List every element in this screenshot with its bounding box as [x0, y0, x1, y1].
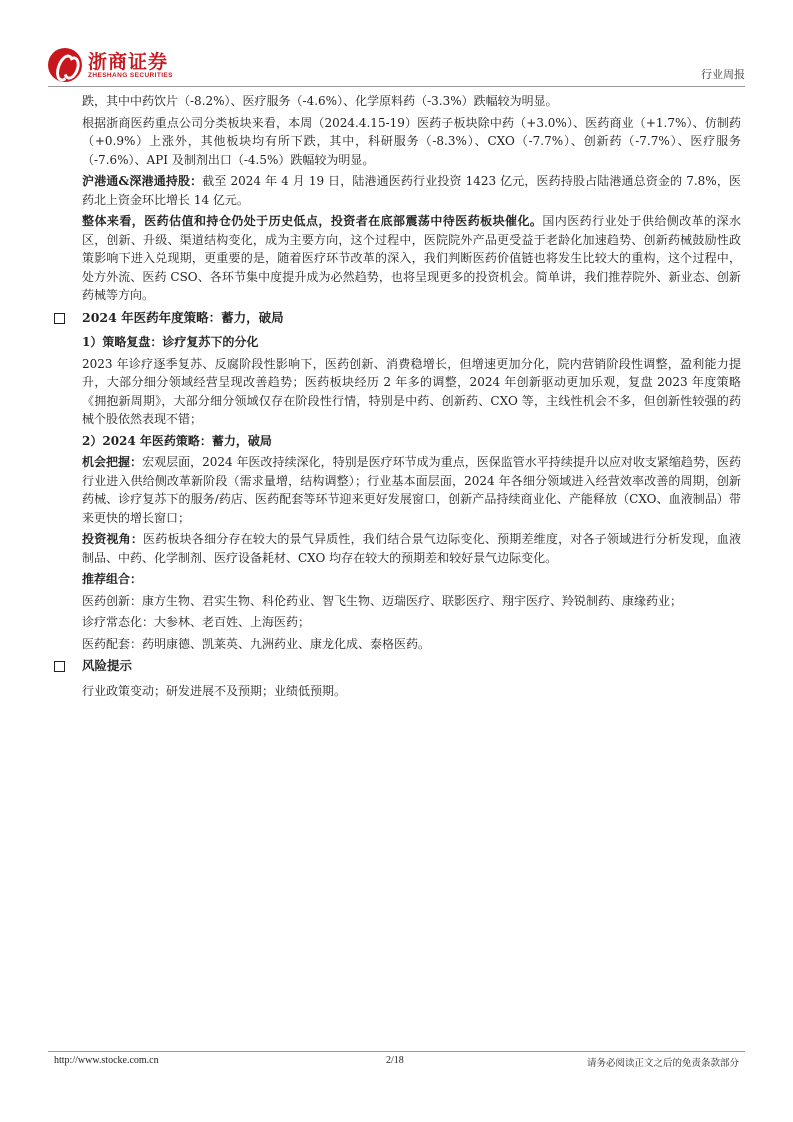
paragraph: [82, 172, 741, 209]
section-title: 2024 年医药年度策略：蓄力，破局: [82, 309, 284, 325]
section-heading: [54, 657, 741, 676]
footer-divider: [48, 1051, 745, 1052]
page-header: [48, 44, 745, 88]
paragraph: [82, 212, 741, 305]
recommend-list: 医药配套：药明康德、凯莱英、九洲药业、康龙化成、泰格医药。: [82, 636, 431, 651]
header-divider: [48, 86, 745, 87]
paragraph: [82, 453, 741, 527]
paragraph: [82, 530, 741, 567]
section-heading: [54, 309, 741, 328]
subsection-title: 2）2024 年医药策略：蓄力，破局: [82, 433, 272, 448]
logo-name-en: ZHESHANG SECURITIES: [88, 71, 173, 79]
paragraph-text: 国内医药行业处于供给侧改革的深水区，创新、升级、渠道结构变化，成为主要方向，这个过程中，医院院外产品更受益于老龄化加速趋势、创新药械鼓励性政策影响下进入兑现期，更重要的是，随着医疗环节改革的深入，我们判断医药价值链也将发生比较大的重构，这个过程中，处方外流、医药 CSO、各环节集中度提升成为必然趋势，也将呈现更多的投资机会。简单讲，我们推荐院外、新业态、创新药械等方向。: [82, 214, 741, 302]
report-type: 行业周报: [701, 68, 745, 81]
page-number: 2/18: [386, 1055, 404, 1066]
logo-icon: [48, 48, 82, 82]
website-link[interactable]: http://www.stocke.com.cn: [54, 1055, 159, 1066]
checkbox-bullet-icon: [54, 313, 65, 324]
paragraph-lead: 投资视角：: [82, 532, 144, 546]
paragraph: 行业政策变动；研发进展不及预期；业绩低预期。: [82, 683, 347, 698]
paragraph-lead: 机会把握：: [82, 455, 143, 469]
logo-name-cn: 浙商证券: [88, 50, 169, 73]
report-body: [82, 92, 741, 703]
recommend-list: 医药创新：康方生物、君实生物、科伦药业、智飞生物、迈瑞医疗、联影医疗、翔宇医疗、羚锐制药、康缘药业；: [82, 593, 683, 608]
paragraph: 2023 年诊疗逐季复苏、反腐阶段性影响下，医药创新、消费稳增长，但增速更加分化，院内营销阶段性调整，盈利能力提升，大部分细分领域经营呈现改善趋势；医药板块经历 2 年多的调整，2024 年创新驱动更加乐观，复盘 2023 年度策略《拥抱新周期》，大部分细分领域仅存在阶段性行情，特别是中药、创新药、CXO 等，主线性机会不多，但创新性较强的药械个股依然表现不错；: [82, 356, 741, 426]
checkbox-bullet-icon: [54, 661, 65, 672]
paragraph-lead: 整体来看，医药估值和持仓仍处于历史低点，投资者在底部震荡中待医药板块催化。: [82, 214, 543, 228]
disclaimer-note: 请务必阅读正文之后的免责条款部分: [586, 1058, 739, 1069]
section-title: 风险提示: [82, 658, 133, 673]
paragraph-text: 截至 2024 年 4 月 19 日，陆港通医药行业投资 1423 亿元，医药持股占陆港通总资金的 7.8%，医药北上资金环比增长 14 亿元。: [82, 174, 741, 207]
recommend-list: 诊疗常态化：大参林、老百姓、上海医药；: [82, 615, 311, 629]
paragraph: 根据浙商医药重点公司分类板块来看，本周（2024.4.15-19）医药子板块除中药（+3.0%）、医药商业（+1.7%）、仿制药（+0.9%）上涨外，其他板块均有所下跌，其中，科研服务（-8.3%）、CXO（-7.7%）、创新药（-7.7%）、医疗服务（-7.6%）、API 及制剂出口（-4.5%）跌幅较为明显。: [82, 115, 741, 167]
subsection-title: 1）策略复盘：诊疗复苏下的分化: [82, 335, 259, 349]
company-logo: [48, 48, 173, 82]
paragraph: 跌，其中中药饮片（-8.2%）、医疗服务（-4.6%）、化学原料药（-3.3%）跌幅较为明显。: [82, 94, 558, 108]
paragraph-text: 宏观层面，2024 年医改持续深化，特别是医疗环节成为重点，医保监管水平持续提升以应对收支紧缩趋势，医药行业进入供给侧改革新阶段（需求量增，结构调整）；行业基本面层面，2024 年各细分领域进入经营效率改善的周期，创新药械、诊疗复苏下的服务/药店、医药配套等环节迎来更好发展窗口，创新产品持续商业化、产能释放（CXO、血液制品）带来更快的增长窗口；: [82, 455, 741, 525]
paragraph-lead: 沪港通&深港通持股：: [82, 174, 203, 188]
paragraph-text: 医药板块各细分存在较大的景气异质性，我们结合景气边际变化、预期差维度，对各子领域进行分析发现，血液制品、中药、化学制剂、医疗设备耗材、CXO 均存在较大的预期差和较好景气边际变化。: [82, 532, 741, 565]
recommend-title: 推荐组合：: [82, 572, 143, 586]
